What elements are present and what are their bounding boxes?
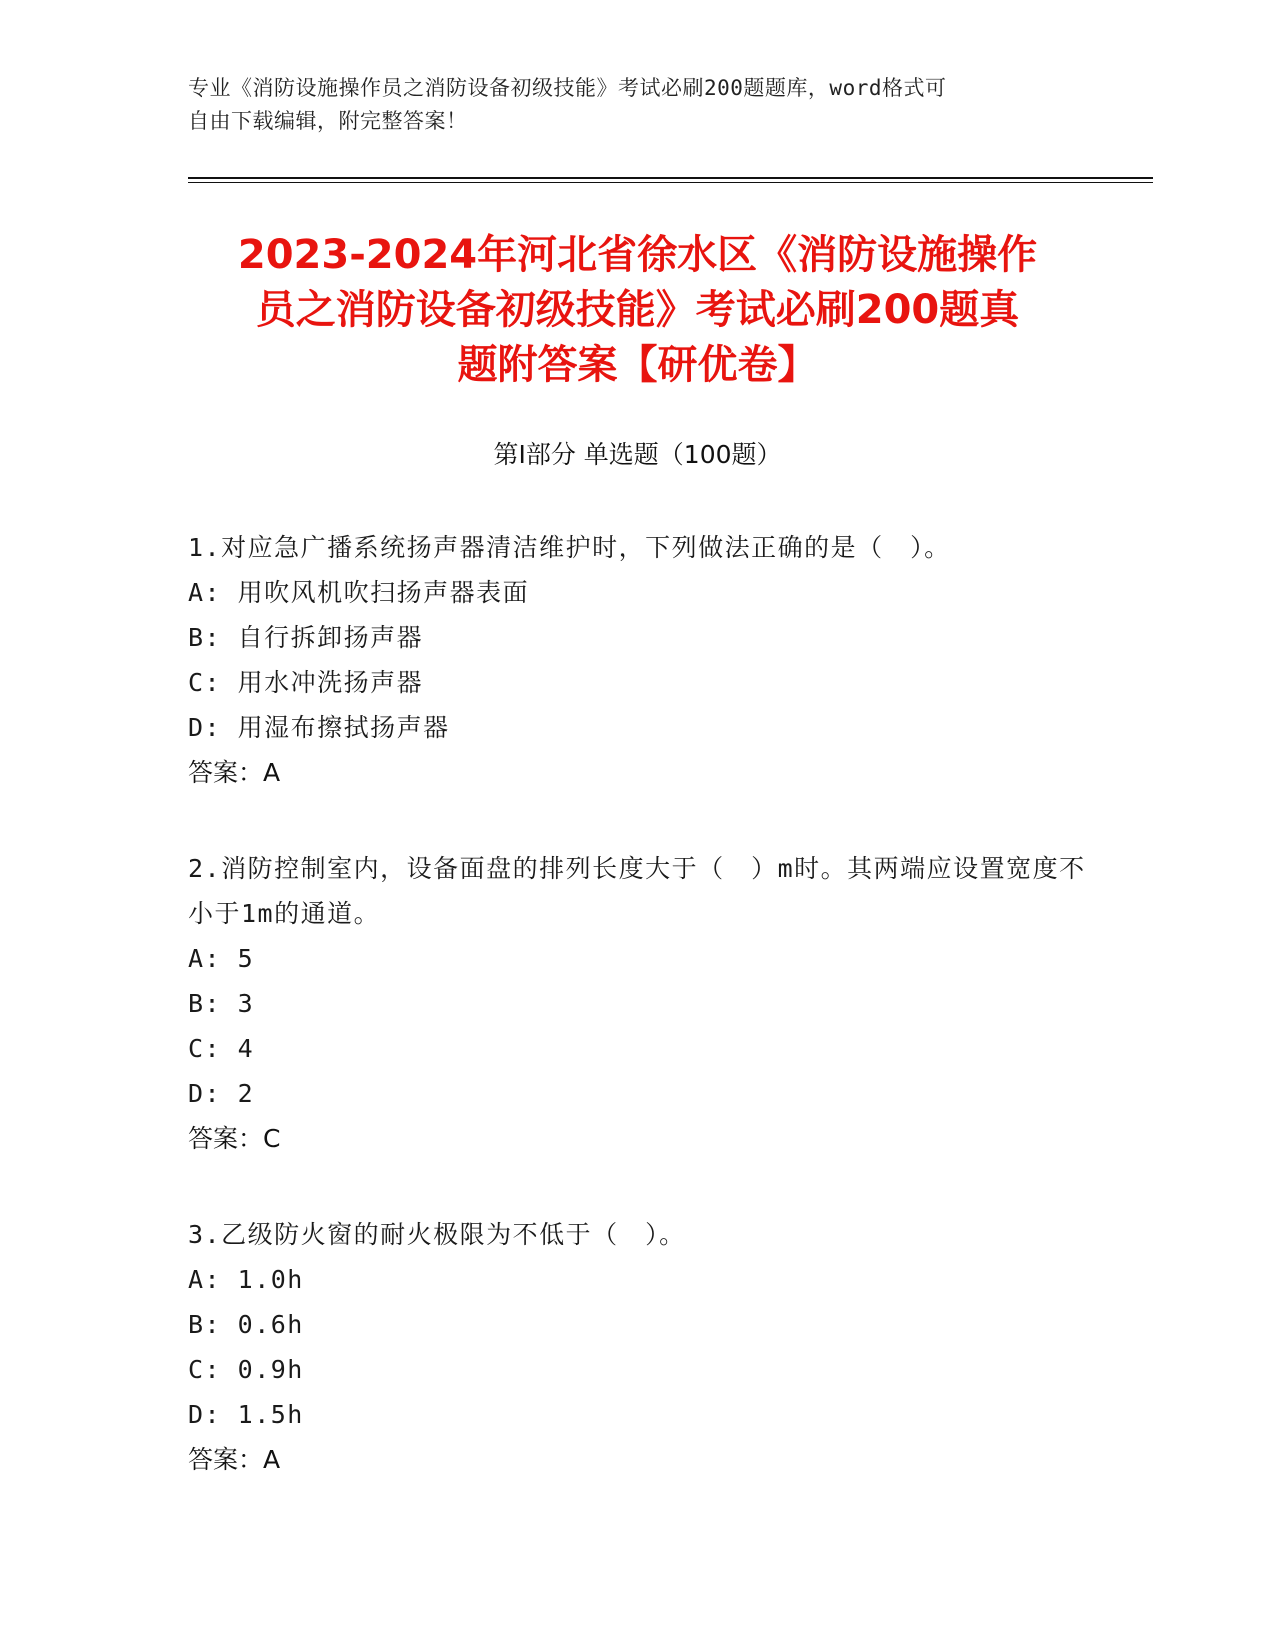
option-a: A: 用吹风机吹扫扬声器表面: [188, 578, 530, 607]
option-b: B: 自行拆卸扬声器: [188, 623, 424, 652]
answer: 答案：C: [188, 1124, 281, 1153]
question-stem: 1.对应急广播系统扬声器清洁维护时，下列做法正确的是（ ）。: [188, 533, 951, 562]
question-stem: 3.乙级防火窗的耐火极限为不低于（ ）。: [188, 1220, 686, 1249]
option-c: C: 用水冲洗扬声器: [188, 668, 424, 697]
question-3: [188, 1212, 1088, 1482]
document-title: [180, 228, 1095, 393]
question-1: [188, 525, 1088, 795]
option-d: D: 2: [188, 1079, 255, 1108]
header-divider-thick: [188, 177, 1153, 179]
header-divider-thin: [188, 182, 1153, 183]
header-note-line-2: 自由下载编辑，附完整答案！: [188, 109, 468, 133]
question-2: [188, 846, 1088, 1161]
question-stem: 2.消防控制室内，设备面盘的排列长度大于（ ）m时。其两端应设置宽度不小于1m的通道。: [188, 854, 1086, 928]
option-b: B: 0.6h: [188, 1310, 304, 1339]
option-b: B: 3: [188, 989, 255, 1018]
header-note: [188, 72, 1088, 138]
option-c: C: 4: [188, 1034, 255, 1063]
answer: 答案：A: [188, 1445, 281, 1474]
option-a: A: 1.0h: [188, 1265, 304, 1294]
option-d: D: 1.5h: [188, 1400, 304, 1429]
answer: 答案：A: [188, 758, 281, 787]
question-list: [188, 525, 1088, 1533]
option-a: A: 5: [188, 944, 255, 973]
option-d: D: 用湿布擦拭扬声器: [188, 713, 450, 742]
document-title-line-3: 题附答案【研优卷】: [457, 342, 818, 388]
document-title-line-1: 2023-2024年河北省徐水区《消防设施操作: [237, 232, 1038, 278]
document-title-line-2: 员之消防设备初级技能》考试必刷200题真: [255, 287, 1020, 333]
option-c: C: 0.9h: [188, 1355, 304, 1384]
header-note-line-1: 专业《消防设施操作员之消防设备初级技能》考试必刷200题题库，word格式可: [188, 76, 947, 100]
section-heading: 第Ⅰ部分 单选题（100题）: [493, 440, 782, 469]
